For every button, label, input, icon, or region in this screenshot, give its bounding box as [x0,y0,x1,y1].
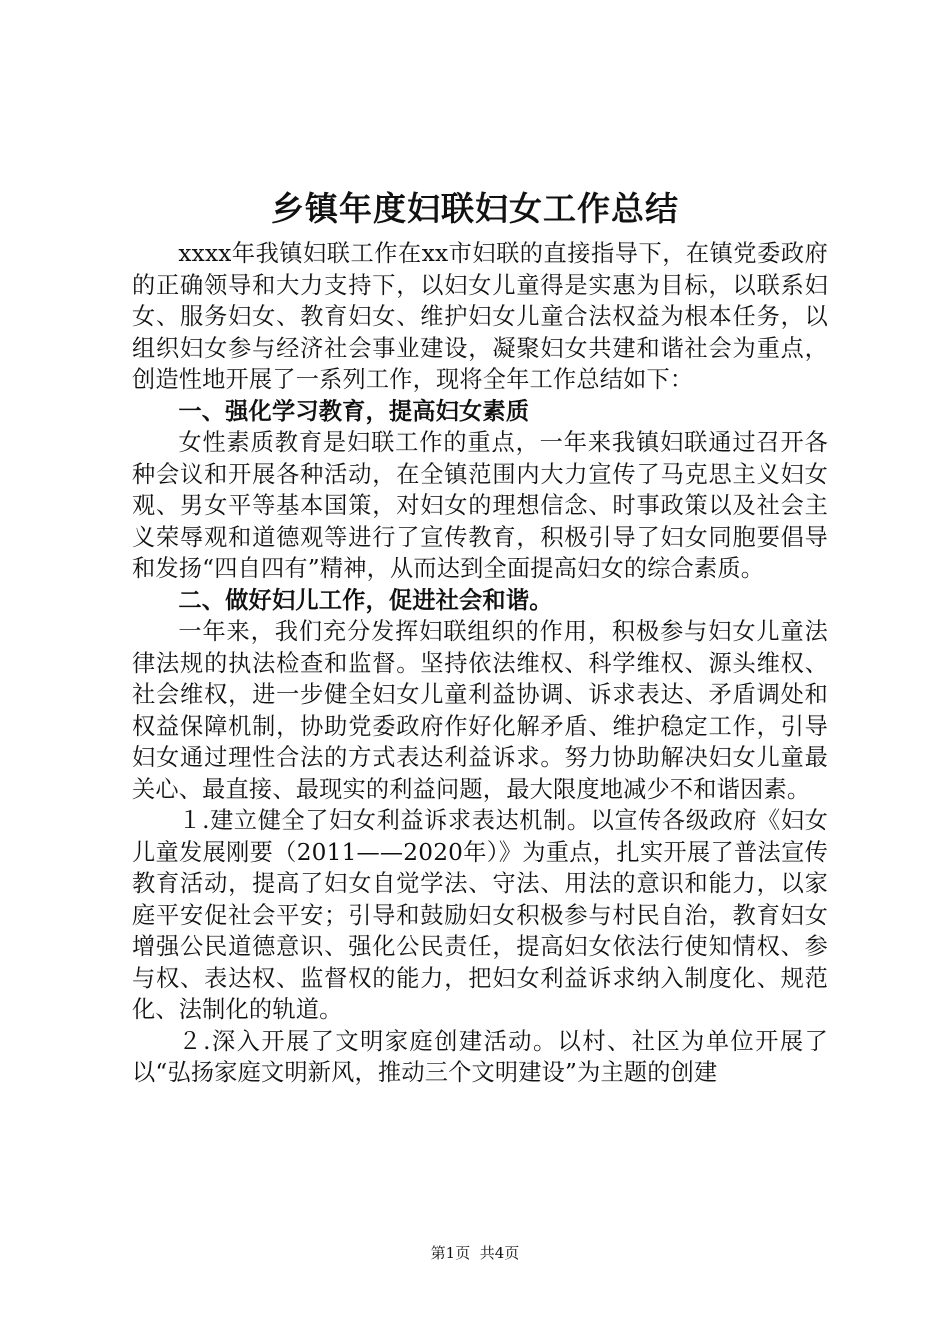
section-2-paragraph: 一年来，我们充分发挥妇联组织的作用，积极参与妇女儿童法律法规的执法检查和监督。坚持依法维权、科学维权、源头维权、社会维权，进一步健全妇女儿童利益协调、诉求表达、矛盾调处和权益保障机制，协助党委政府作好化解矛盾、维护稳定工作，引导妇女通过理性合法的方式表达利益诉求。努力协助解决妇女儿童最关心、最直接、最现实的利益问题，最大限度地减少不和谐因素。 [132,618,828,803]
intro-paragraph: xxxx年我镇妇联工作在xx市妇联的直接指导下，在镇党委政府的正确领导和大力支持下，以妇女儿童得是实惠为目标，以联系妇女、服务妇女、教育妇女、维护妇女儿童合法权益为根本任务，以组织妇女参与经济社会事业建设，凝聚妇女共建和谐社会为重点，创造性地开展了一系列工作，现将全年工作总结如下： [132,240,828,393]
footer-spacer [470,1244,480,1262]
page-number: 第1页 [430,1244,471,1262]
page-footer [0,1243,950,1263]
document-body [132,238,828,1089]
section-1-paragraph: 女性素质教育是妇联工作的重点，一年来我镇妇联通过召开各种会议和开展各种活动，在全镇范围内大力宣传了马克思主义妇女观、男女平等基本国策，对妇女的理想信念、时事政策以及社会主义荣辱观和道德观等进行了宣传教育，积极引导了妇女同胞要倡导和发扬“四自四有”精神，从而达到全面提高妇女的综合素质。 [132,429,828,582]
item-2-paragraph: ２.深入开展了文明家庭创建活动。以村、社区为单位开展了以“弘扬家庭文明新风，推动三个文明建设”为主题的创建 [132,1027,828,1086]
section-2-heading: 二、做好妇儿工作，促进社会和谐。 [178,586,553,614]
document-title: 乡镇年度妇联妇女工作总结 [271,189,679,228]
page-total: 共4页 [479,1244,520,1262]
section-1-heading: 一、强化学习教育，提高妇女素质 [178,397,530,425]
item-1-paragraph: １.建立健全了妇女利益诉求表达机制。以宣传各级政府《妇女儿童发展刚要（2011——2020年）》为重点，扎实开展了普法宣传教育活动，提高了妇女自觉学法、守法、用法的意识和能力，以家庭平安促社会平安；引导和鼓励妇女积极参与村民自治，教育妇女增强公民道德意识、强化公民责任，提高妇女依法行使知情权、参与权、表达权、监督权的能力，把妇女利益诉求纳入制度化、规范化、法制化的轨道。 [132,807,828,1023]
